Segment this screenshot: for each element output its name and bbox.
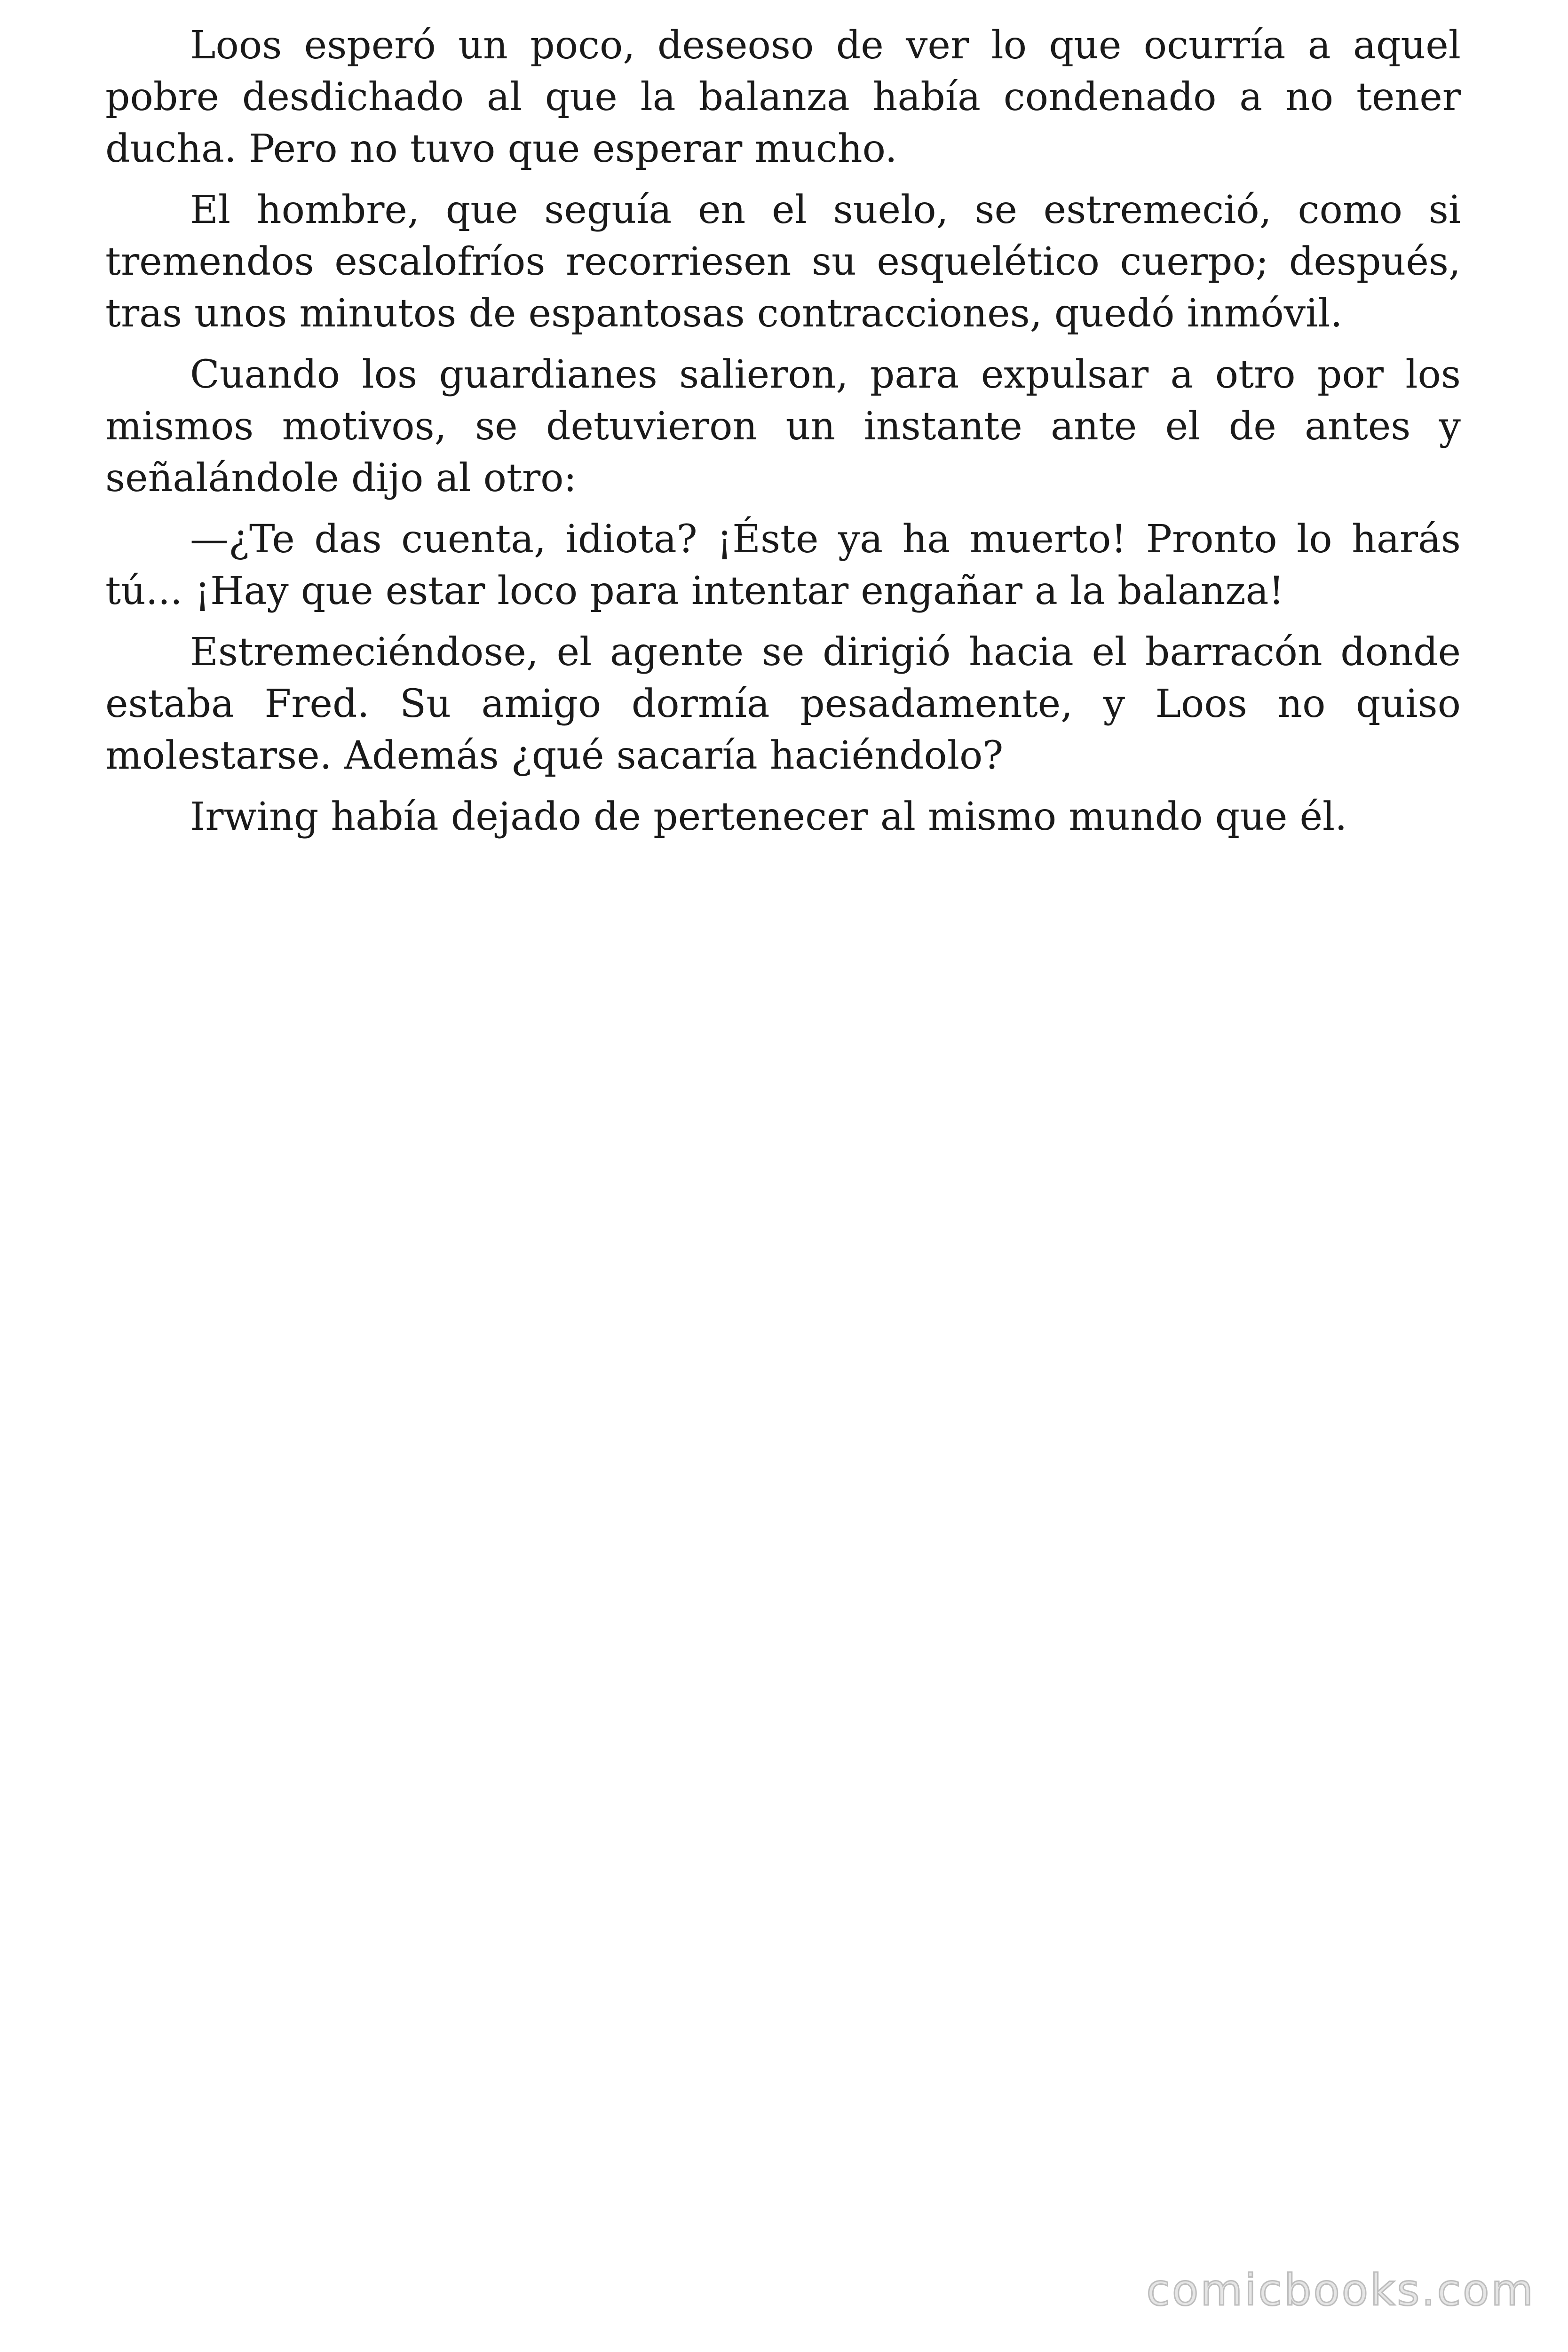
paragraph-4: —¿Te das cuenta, idiota? ¡Éste ya ha muerto! Pronto lo harás tú... ¡Hay que estar loco para intentar engañar a la balanza! [105, 517, 1461, 613]
paragraph-3: Cuando los guardianes salieron, para expulsar a otro por los mismos motivos, se detuvieron un instante ante el de antes y señalándole dijo al otro: [105, 352, 1461, 501]
paragraph-2: El hombre, que seguía en el suelo, se estremeció, como si tremendos escalofríos recorriesen su esquelético cuerpo; después, tras unos minutos de espantosas contracciones, quedó inmóvil. [105, 188, 1461, 336]
watermark: comicbooks.com [1146, 2265, 1535, 2315]
body-text [105, 20, 1461, 852]
paragraph-6: Irwing había dejado de pertenecer al mismo mundo que él. [190, 795, 1347, 839]
paragraph-1: Loos esperó un poco, deseoso de ver lo que ocurría a aquel pobre desdichado al que la balanza había condenado a no tener ducha. Pero no tuvo que esperar mucho. [105, 23, 1461, 171]
paragraph-5: Estremeciéndose, el agente se dirigió hacia el barracón donde estaba Fred. Su amigo dormía pesadamente, y Loos no quiso molestarse. Además ¿qué sacaría haciéndolo? [105, 630, 1461, 778]
